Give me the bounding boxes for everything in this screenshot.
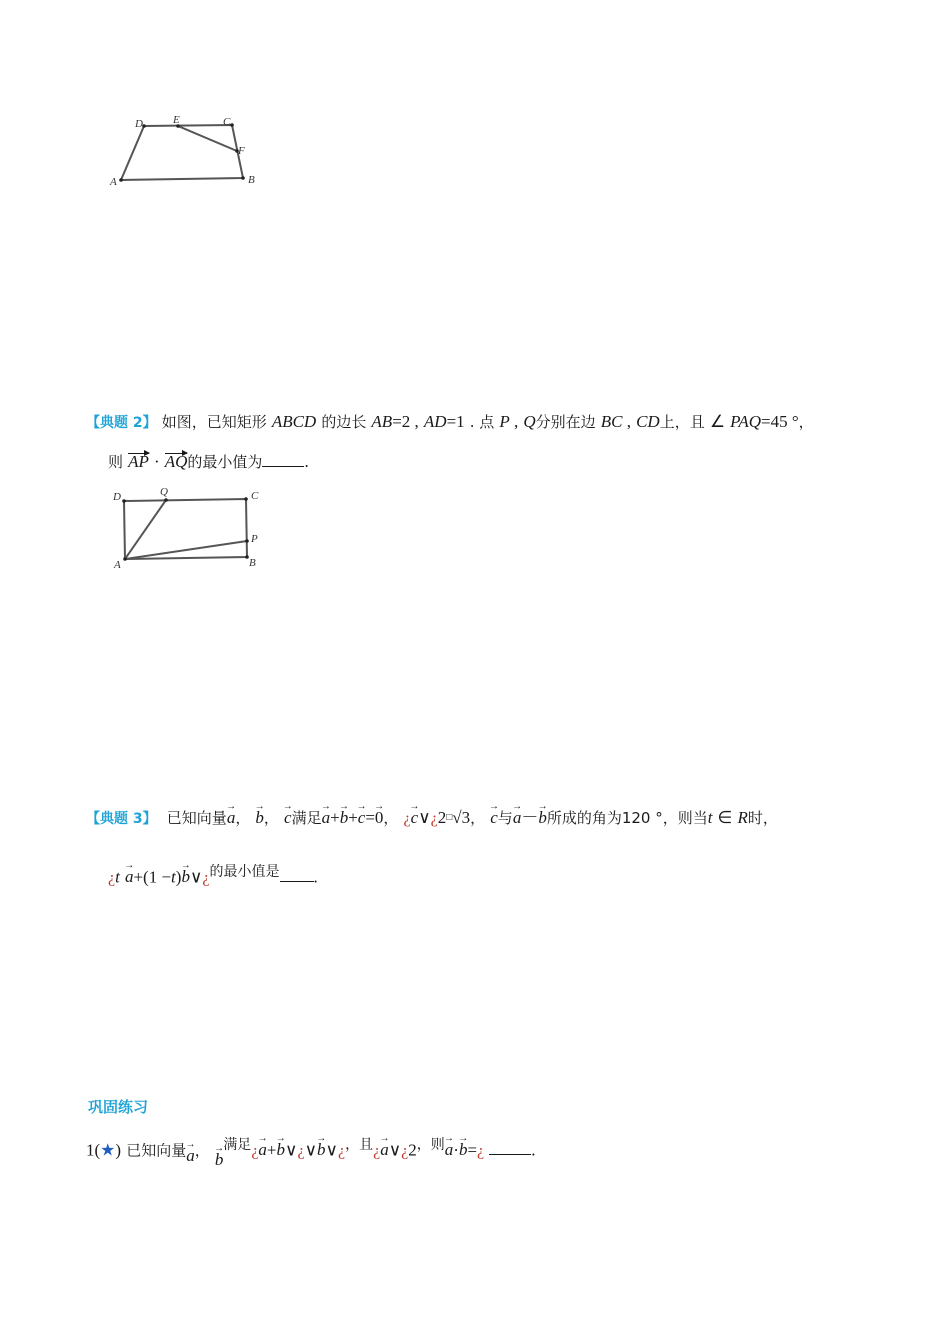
trapezoid-outline <box>121 125 243 180</box>
section-title: 巩固练习 <box>88 1098 149 1116</box>
vector-AQ: AQ <box>164 452 188 471</box>
figure-rectangle <box>105 484 275 574</box>
label-D: D <box>135 118 143 130</box>
label-F: F <box>238 145 245 157</box>
figure-trapezoid <box>100 108 280 198</box>
problem3-line2: ¿t → a+(1 −t)→ b∨¿$^{的最小值是}$ . <box>108 861 318 889</box>
segment-aq <box>125 500 166 559</box>
answer-blank <box>489 1153 531 1155</box>
label-Q: Q <box>160 486 168 498</box>
label-D: D <box>113 491 121 503</box>
problem3-tag: 【典题 3】 <box>86 811 157 827</box>
segment-ef <box>178 126 237 151</box>
problem2-line2: 则 AP · AQ的最小值为 . <box>108 452 309 471</box>
label-B: B <box>248 174 255 186</box>
label-E: E <box>173 114 180 126</box>
star-icon: ★ <box>100 1140 116 1160</box>
problem2-line1: 【典题 2】 如图，已知矩形 ABCD 的边长 AB=2 , AD=1 . 点 P , Q分别在边 BC , CD上，且 ∠ PAQ=45 °， <box>86 412 814 431</box>
label-A: A <box>110 176 117 188</box>
label-C: C <box>223 116 231 128</box>
problem3-line1: 【典题 3】 已知向量→ a， → b， → c满足→ a+→ b+→ c=→ 0， ¿→ c∨¿2□√3， → c与→ a－→ b所成的角为120 °，则当t ∈ R时， <box>86 807 778 830</box>
answer-blank <box>280 880 314 882</box>
problem2-tag: 【典题 2】 <box>86 415 157 431</box>
label-C: C <box>251 490 259 502</box>
label-P: P <box>251 533 258 545</box>
exercise1-line: 1(★) 已知向量→ a， → $b^{满足}¿\to a+\to$ b∨¿∨→ b∨¿$^{,且}$¿→ $a\vee¿2^{,则}\to a\cdot\to$ b=¿ . <box>86 1134 535 1162</box>
answer-blank <box>262 465 304 467</box>
label-A: A <box>114 559 121 571</box>
vector-AP: AP <box>128 452 149 471</box>
label-B: B <box>249 557 256 569</box>
